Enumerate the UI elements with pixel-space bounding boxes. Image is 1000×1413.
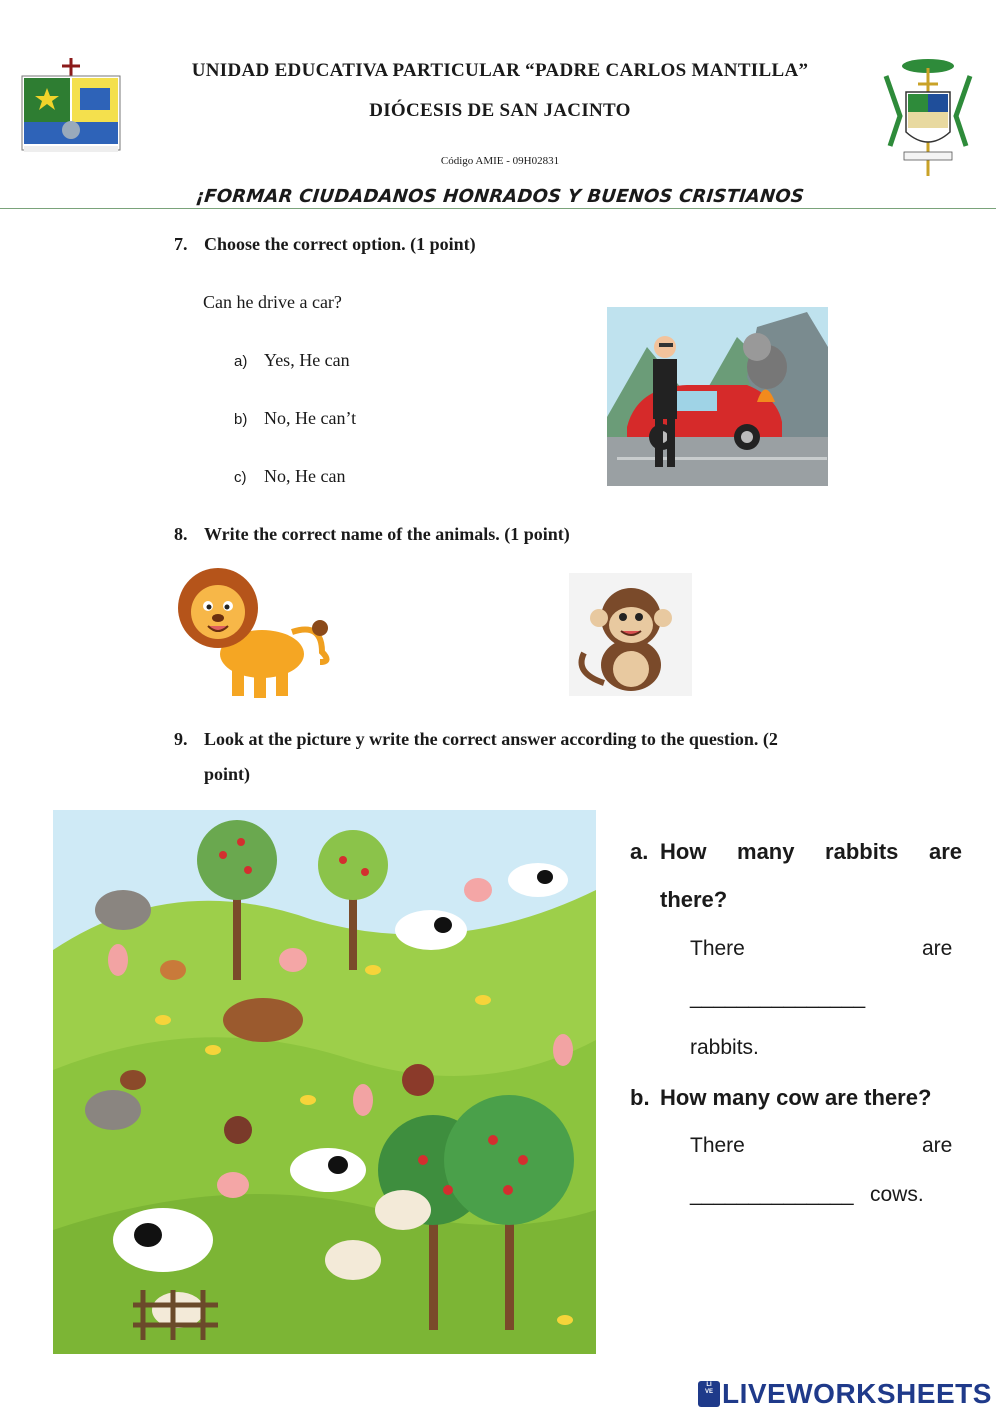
q9a-question-line1: How many rabbits are xyxy=(660,839,962,864)
q9b-cows: cows. xyxy=(870,1183,924,1206)
q9b-question: How many cow are there? xyxy=(660,1085,932,1110)
q9a-question-line2: there? xyxy=(660,887,728,912)
q9b-letter: b. xyxy=(630,1085,650,1110)
monkey-image xyxy=(569,573,692,696)
q9a-answer-blank[interactable]: _______________ xyxy=(690,986,866,1009)
diocese-name: DIÓCESIS DE SAN JACINTO xyxy=(369,100,631,121)
q9a-there: There xyxy=(690,937,745,960)
q9-number: 9. xyxy=(174,729,188,749)
q8-title: Write the correct name of the animals. (1 point) xyxy=(204,524,570,544)
q7-option-b-letter: b) xyxy=(234,411,248,428)
q7-number: 7. xyxy=(174,234,188,254)
header-divider xyxy=(0,208,996,209)
q9a-letter: a. xyxy=(630,839,649,864)
farm-animals-image xyxy=(53,810,596,1354)
liveworksheets-mark-text: LIVE xyxy=(705,1382,714,1395)
liveworksheets-mark xyxy=(698,1381,720,1407)
q7-heading xyxy=(174,234,476,255)
school-logo xyxy=(18,58,124,160)
liveworksheets-text: LIVEWORKSHEETS xyxy=(722,1378,992,1409)
lion-image xyxy=(172,562,334,706)
q8-heading xyxy=(174,524,570,545)
q7-option-a-letter: a) xyxy=(234,353,248,370)
q7-title: Choose the correct option. (1 point) xyxy=(204,234,476,254)
q7-option-c-letter: c) xyxy=(234,469,247,486)
q9a-rabbits: rabbits. xyxy=(690,1036,759,1059)
q7-option-a[interactable]: Yes, He can xyxy=(264,350,350,370)
broken-car-image xyxy=(607,307,828,486)
q9b-there: There xyxy=(690,1134,745,1157)
q7-question: Can he drive a car? xyxy=(203,292,342,312)
q9-title-line2: point) xyxy=(204,764,251,784)
school-motto: ¡FORMAR CIUDADANOS HONRADOS Y BUENOS CRISTIANOS xyxy=(194,186,806,207)
q9a-are: are xyxy=(922,937,953,960)
q8-number: 8. xyxy=(174,524,188,544)
q7-option-b[interactable]: No, He can’t xyxy=(264,408,357,428)
diocese-coat-of-arms xyxy=(880,56,976,178)
q9-heading xyxy=(174,729,778,750)
q7-option-c[interactable]: No, He can xyxy=(264,466,346,486)
amie-code: Código AMIE - 09H02831 xyxy=(440,155,560,167)
q9-title-line1: Look at the picture y write the correct answer according to the question. (2 xyxy=(204,729,778,749)
q9b-answer-blank[interactable]: ______________ xyxy=(690,1183,854,1206)
q9b-are: are xyxy=(922,1134,953,1157)
liveworksheets-logo[interactable] xyxy=(698,1378,994,1410)
school-name: UNIDAD EDUCATIVA PARTICULAR “PADRE CARLOS MANTILLA” xyxy=(191,60,809,81)
